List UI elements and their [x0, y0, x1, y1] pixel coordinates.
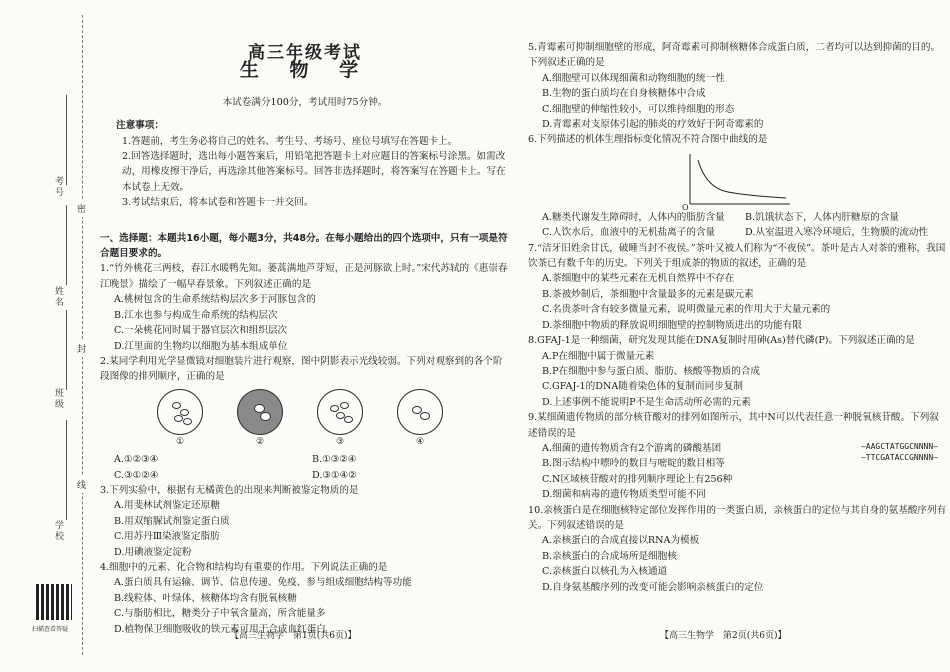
q4-option-d: D.植物保卫细胞吸收的铁元素可用于合成血红蛋白 [114, 623, 326, 635]
q8-option-d: D.上述事例不能说明P不是生命活动所必需的元素 [542, 396, 751, 408]
q4-option-a: A.蛋白质具有运输、调节、信息传递、免疫、参与组成细胞结构等功能 [114, 577, 412, 589]
q8-stem: 8.GFAJ-1是一种细菌，研究发现其能在DNA复制时用砷(As)替代磷(P)。下列叙述正确的是 [528, 335, 915, 347]
subject-title: 生 物 学 [239, 59, 371, 82]
q2-figure [140, 389, 460, 435]
note-item: 1.答题前，考生务必将自己的姓名、考生号、考场号、座位号填写在答题卡上。 [122, 135, 458, 147]
q10-option-c: C.亲核蛋白以核孔为入核通道 [542, 566, 668, 578]
q1-stem: 1.“竹外桃花三两枝，春江水暖鸭先知。蒌蒿满地芦芽短，正是河豚欲上时。”宋代苏轼的《惠崇春江晚景》描绘了一幅早春景象。下列叙述正确的是 [100, 263, 508, 290]
notes-heading: 注意事项： [116, 120, 164, 132]
q9-block [528, 441, 948, 503]
q3-option-a: A.用斐林试剂鉴定还原糖 [114, 500, 220, 512]
q1-option-a: A.桃树包含的生命系统结构层次多于河豚包含的 [114, 294, 316, 306]
q6-origin-label: O [682, 202, 689, 212]
q7-stem: 7.“洁牙旧姓余甘氏，破睡当封不夜侯。”茶叶又被人们称为“不夜侯”。茶叶是古人对茶的雅称，我国饮茶已有数千年的历史。下列关于组成茶的物质的叙述，正确的是 [528, 242, 946, 270]
q9-option-b: B.图示结构中嘌呤的数目与嘧啶的数目相等 [542, 458, 725, 470]
figure-label: ③ [335, 436, 345, 447]
q6-stem: 6.下列描述的机体生理指标变化情况不符合图中曲线的是 [528, 134, 768, 146]
q10-stem: 10.亲核蛋白是在细胞核特定部位发挥作用的一类蛋白质，亲核蛋白的定位与其自身的氨基酸序列有关。下列叙述错误的是 [528, 504, 947, 531]
q10-option-d: D.自身氨基酸序列的改变可能会影响亲核蛋白的定位 [542, 581, 764, 593]
footer-page-2: 【高三生物学 第2页(共6页)】 [660, 631, 787, 641]
binding-margin [0, 0, 100, 672]
q3-option-b: B.用双缩脲试剂鉴定蛋白质 [114, 515, 230, 527]
q9-dna-figure [861, 441, 938, 463]
q2-options-row1 [100, 452, 510, 467]
q5-option-d: D.青霉素对支原体引起的肺炎的疗效好于阿奇霉素的 [542, 119, 764, 131]
q10-option-a: A.亲核蛋白的合成直接以RNA为模板 [542, 535, 700, 547]
seal-xian: 线 [77, 476, 86, 493]
q5-option-a: A.细胞壁可以体现细菌和动物细胞的统一性 [542, 72, 725, 84]
section-heading: 一、选择题：本题共16小题，每小题3分，共48分。在每小题给出的四个选项中，只有一项是符合题目要求的。 [100, 232, 508, 260]
q1-option-c: C.一朵桃花同时属于器官层次和组织层次 [114, 325, 288, 337]
left-column [100, 40, 510, 637]
q6-option-d: D.从室温进入寒冷环境后，生物膜的流动性 [745, 227, 929, 239]
xuexiao-label: 学校 [53, 520, 63, 542]
q9-option-c: C.N区域核苷酸对的排列顺序理论上有256种 [542, 473, 733, 485]
q3-option-d: D.用碘液鉴定淀粉 [114, 546, 192, 558]
figure-label: ④ [415, 436, 425, 447]
note-item: 2.回答选择题时，选出每小题答案后，用铅笔把答题卡上对应题目的答案标号涂黑。如需改动，用橡皮擦干净后，再选涂其他答案标号。回答非选择题时，将答案写在答题卡上。写在本试卷上无效。 [122, 151, 506, 193]
q2-option-d: D.③①④② [312, 469, 357, 481]
q6-curve-graph [528, 148, 948, 210]
dna-strand-1: —AAGCTATGGCNNNN— [860, 441, 938, 451]
q9-stem: 9.某细菌遗传物质的部分核苷酸对的排列如图所示，其中N可以代表任意一种脱氧核苷酸。下列叙述错误的是 [528, 412, 939, 439]
q4-option-c: C.与脂肪相比，糖类分子中氧含量高，所含能量多 [114, 608, 326, 620]
microscope-view-4 [397, 389, 443, 435]
q2-figure-labels [140, 435, 460, 450]
q4-option-b: B.线粒体、叶绿体、核糖体均含有脱氧核糖 [114, 592, 297, 604]
q3-option-c: C.用苏丹Ⅲ染液鉴定脂肪 [114, 531, 220, 543]
q3-stem: 3.下列实验中，根据有无橘黄色的出现来判断被鉴定物质的是 [100, 484, 359, 496]
xingming-label: 姓名 [53, 286, 63, 308]
exam-info: 本试卷满分100分，考试用时75分钟。 [222, 96, 388, 108]
q6-figure [528, 148, 948, 210]
q1-option-b: B.江水也参与构成生命系统的结构层次 [114, 309, 278, 321]
microscope-view-3 [317, 389, 363, 435]
q5-stem: 5.青霉素可抑制细胞壁的形成，阿奇霉素可抑制核糖体合成蛋白质，二者均可以达到抑菌的目的。下列叙述正确的是 [528, 42, 941, 69]
q6-option-c: C.人饮水后，血液中的无机盐离子的含量 [542, 227, 716, 239]
q8-option-c: C.GFAJ-1的DNA随着染色体的复制而同步复制 [542, 381, 743, 393]
q8-option-b: B.P在细胞中参与蛋白质、脂肪、核酸等物质的合成 [542, 365, 761, 377]
seal-dashed-line [82, 15, 83, 655]
q5-option-c: C.细胞壁的伸缩性较小，可以维持细胞的形态 [542, 103, 735, 115]
q2-stem: 2.某同学利用光学显微镜对细胞装片进行观察，图中阴影表示光线较弱。下列对观察到的各个阶段图像的排列顺序，正确的是 [100, 355, 503, 383]
seal-mi: 密 [77, 200, 86, 217]
xuexiao-line [66, 420, 67, 520]
footer-page-1: 【高三生物学 第1页(共6页)】 [230, 631, 357, 641]
figure-label: ① [175, 436, 185, 447]
q1-option-d: D.江里面的生物均以细胞为基本组成单位 [114, 340, 288, 352]
q8-option-a: A.P在细胞中属于微量元素 [542, 350, 655, 362]
xingming-line [66, 205, 67, 285]
q9-option-a: A.细菌的遗传物质含有2个游离的磷酸基团 [542, 442, 722, 454]
right-column [528, 40, 948, 595]
q7-option-c: C.名贵茶叶含有较多微量元素，说明微量元素的作用大于大量元素的 [542, 304, 831, 316]
qr-caption: 扫描查看答疑 [32, 626, 69, 633]
q6-option-a: A.糖类代谢发生障碍时，人体内的脂肪含量 [542, 211, 725, 223]
q2-option-a: A.①②③④ [114, 454, 159, 466]
figure-label: ② [255, 436, 265, 447]
q2-option-c: C.③①②④ [114, 469, 159, 481]
q6-option-b: B.饥饿状态下，人体内肝糖原的含量 [745, 211, 900, 223]
q6-options-row1 [528, 210, 948, 225]
q7-option-b: B.茶被炒制后，茶细胞中含量最多的元素是碳元素 [542, 288, 754, 300]
microscope-view-1 [157, 389, 203, 435]
q9-option-d: D.细菌和病毒的遗传物质类型可能不同 [542, 489, 706, 501]
microscope-view-2 [237, 389, 283, 435]
q7-option-d: D.茶细胞中物质的释放说明细胞壁的控制物质进出的功能有限 [542, 319, 802, 331]
note-item: 3.考试结束后，将本试卷和答题卡一并交回。 [122, 197, 314, 209]
q6-options-row2 [528, 225, 948, 240]
q4-stem: 4.细胞中的元素、化合物和结构均有重要的作用。下列说法正确的是 [100, 561, 388, 573]
q2-options-row2 [100, 468, 510, 483]
q5-option-b: B.生物的蛋白质均在自身核糖体中合成 [542, 88, 706, 100]
banji-line [66, 310, 67, 390]
dna-strand-2: —TTCGATACCGNNNN— [860, 452, 938, 462]
q2-option-b: B.①③②④ [312, 454, 357, 466]
kaohao-label: 考号 [53, 176, 63, 198]
exam-title: 高三年级考试 [248, 43, 362, 63]
q7-option-a: A.茶细胞中的某些元素在无机自然界中不存在 [542, 273, 735, 285]
qr-code[interactable] [36, 584, 72, 620]
kaohao-line [66, 95, 67, 185]
seal-feng: 封 [77, 340, 86, 357]
banji-label: 班级 [53, 388, 63, 410]
q10-option-b: B.亲核蛋白的合成场所是细胞核 [542, 550, 677, 562]
